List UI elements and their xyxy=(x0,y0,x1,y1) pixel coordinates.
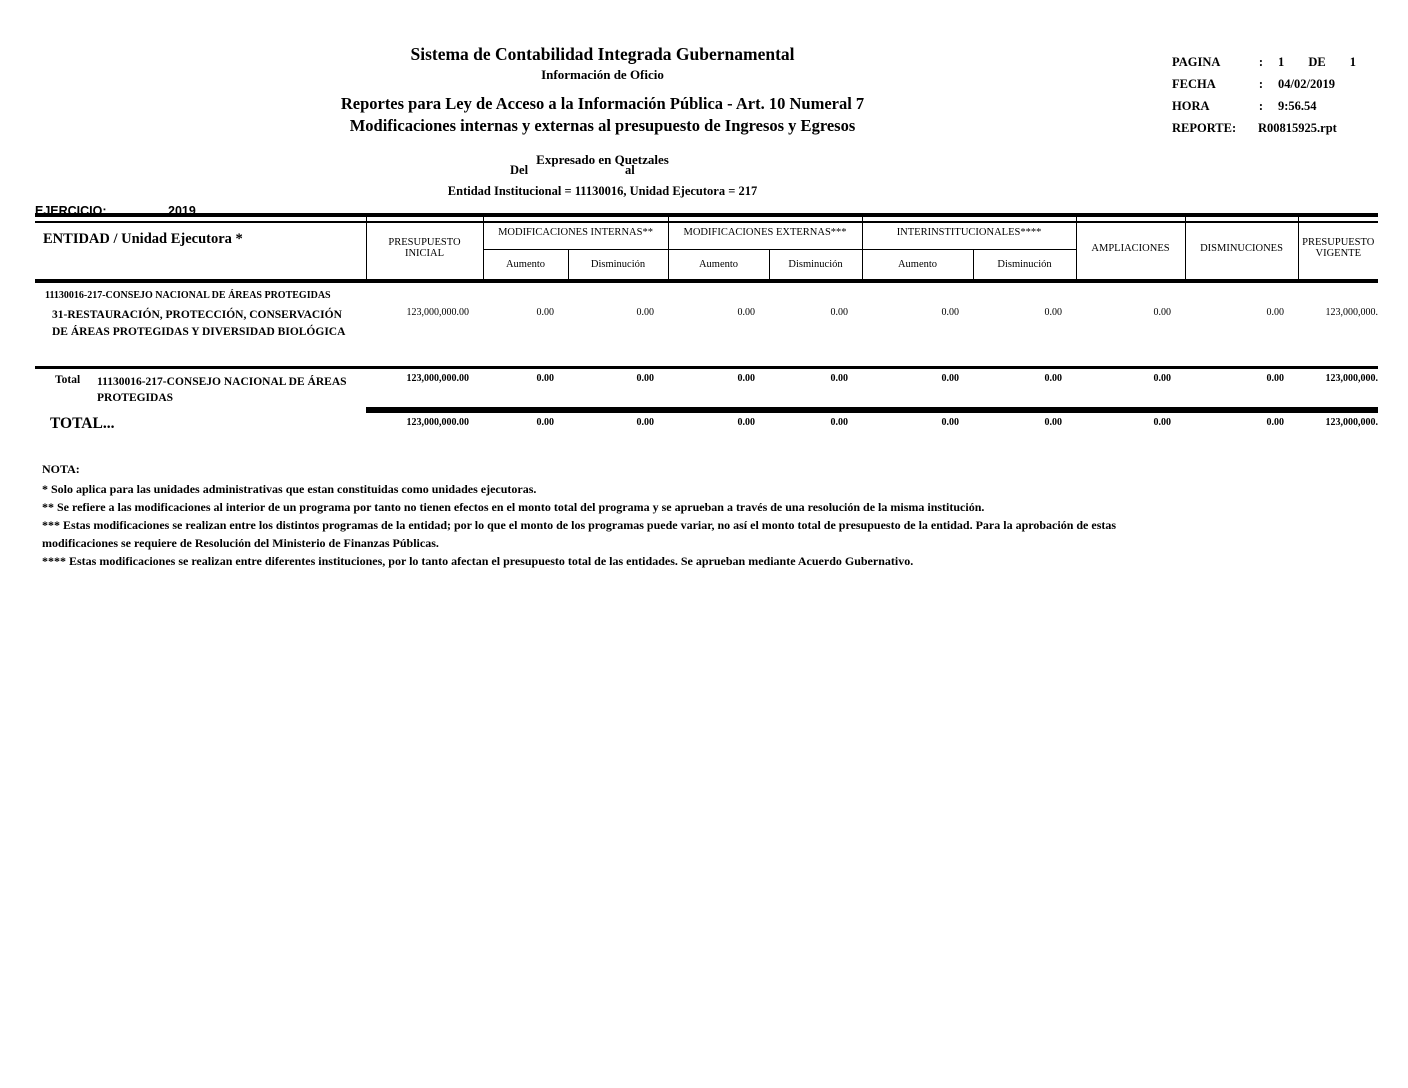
ejercicio-label: EJERCICIO: xyxy=(35,204,107,218)
cell-internas-disminucion: 0.00 xyxy=(636,307,655,318)
footnote-2: ** Se refiere a las modificaciones al interior de un programa por tanto no tienen efectos en el monto total del programa y se aprueban a través de una resolución de la misma institución. xyxy=(42,500,985,514)
entity-filter-line: Entidad Institucional = 11130016, Unidad Ejecutora = 217 xyxy=(447,184,758,198)
cell-presupuesto-inicial: 123,000,000.00 xyxy=(406,307,469,318)
grand-total-label: TOTAL... xyxy=(50,414,115,432)
report-name-line1: Reportes para Ley de Acceso a la Información Pública - Art. 10 Numeral 7 xyxy=(340,94,865,113)
fecha-label: FECHA xyxy=(1172,77,1216,91)
pagina-value: 1 xyxy=(1278,55,1285,69)
grand-internas-aumento: 0.00 xyxy=(536,416,554,428)
col-group-modificaciones-externas: MODIFICACIONES EXTERNAS*** xyxy=(668,215,862,249)
entity-group-header-row xyxy=(35,281,1378,303)
col-header-presupuesto-vigente: PRESUPUESTO VIGENTE xyxy=(1298,215,1378,281)
hora-value: 9:56.54 xyxy=(1278,99,1317,113)
col-header-internas-aumento: Aumento xyxy=(483,249,568,281)
cell-inter-disminucion: 0.00 xyxy=(1044,307,1063,318)
report-meta xyxy=(1172,55,1387,143)
page-title: Sistema de Contabilidad Integrada Gubernamental xyxy=(410,44,795,64)
cell-externas-aumento: 0.00 xyxy=(737,307,756,318)
table-row xyxy=(35,303,1378,367)
pagina-label: PAGINA xyxy=(1172,55,1221,69)
pagina-de-label: DE xyxy=(1308,55,1326,69)
total-presupuesto-vigente: 123,000,000. xyxy=(1298,367,1378,407)
col-group-modificaciones-internas: MODIFICACIONES INTERNAS** xyxy=(483,215,668,249)
fecha-colon: : xyxy=(1258,77,1264,91)
cell-disminuciones: 0.00 xyxy=(1266,307,1285,318)
col-header-disminuciones: DISMINUCIONES xyxy=(1185,215,1298,281)
meta-fecha-row xyxy=(1172,77,1387,92)
currency-note: Expresado en Quetzales xyxy=(536,152,669,167)
grand-presupuesto-vigente: 123,000,000. xyxy=(1325,416,1379,428)
page-subtitle: Información de Oficio xyxy=(541,67,664,82)
grand-presupuesto-inicial: 123,000,000.00 xyxy=(406,416,469,428)
col-header-internas-disminucion: Disminución xyxy=(568,249,668,281)
report-header xyxy=(35,44,1170,168)
cell-inter-aumento: 0.00 xyxy=(941,307,960,318)
meta-pagina-row xyxy=(1172,55,1387,70)
grand-externas-aumento: 0.00 xyxy=(737,416,756,428)
grand-inter-aumento: 0.00 xyxy=(941,416,960,428)
pagina-colon: : xyxy=(1258,55,1264,69)
total-disminuciones: 0.00 xyxy=(1185,367,1298,407)
total-externas-aumento: 0.00 xyxy=(668,367,769,407)
col-header-inter-disminucion: Disminución xyxy=(973,249,1076,281)
col-header-externas-aumento: Aumento xyxy=(668,249,769,281)
total-ampliaciones: 0.00 xyxy=(1076,367,1185,407)
entity-group-name: 11130016-217-CONSEJO NACIONAL DE ÁREAS PROTEGIDAS xyxy=(45,290,331,301)
total-inter-disminucion: 0.00 xyxy=(973,367,1076,407)
col-header-externas-disminucion: Disminución xyxy=(769,249,862,281)
entity-total-row xyxy=(35,367,1378,407)
footnote-1: * Solo aplica para las unidades administrativas que estan constituidas como unidades ejecutoras. xyxy=(42,482,537,496)
fecha-value: 04/02/2019 xyxy=(1278,77,1335,91)
pagina-total: 1 xyxy=(1349,55,1356,69)
cell-presupuesto-vigente: 123,000,000. xyxy=(1325,307,1379,318)
budget-modifications-table xyxy=(35,213,1378,441)
grand-total-row xyxy=(35,413,1378,441)
report-name-line2: Modificaciones internas y externas al presupuesto de Ingresos y Egresos xyxy=(349,116,856,135)
date-from-label: Del xyxy=(510,163,529,177)
cell-externas-disminucion: 0.00 xyxy=(830,307,849,318)
cell-internas-aumento: 0.00 xyxy=(536,307,554,318)
col-header-ampliaciones: AMPLIACIONES xyxy=(1076,215,1185,281)
total-label: Total xyxy=(55,373,81,386)
total-externas-disminucion: 0.00 xyxy=(769,367,862,407)
reporte-value: R00815925.rpt xyxy=(1258,121,1337,135)
footnotes xyxy=(42,460,1194,570)
col-group-interinstitucionales: INTERINSTITUCIONALES**** xyxy=(862,215,1076,249)
meta-hora-row xyxy=(1172,99,1387,114)
col-header-presupuesto-inicial: PRESUPUESTO INICIAL xyxy=(366,215,483,281)
ejercicio-value: 2019 xyxy=(168,204,196,218)
footnote-4: **** Estas modificaciones se realizan entre diferentes instituciones, por lo tanto afectan el presupuesto total de las entidades. Se aprueban mediante Acuerdo Gubernativo. xyxy=(42,554,914,568)
grand-inter-disminucion: 0.00 xyxy=(1044,416,1063,428)
footnote-3: *** Estas modificaciones se realizan entre los distintos programas de la entidad; por lo que el monto de los programas puede variar, no así el monto total de presupuesto de la entidad. Para la aprobación de estas modificaciones se requiere de Resolución del Ministerio de Finanzas Públicas. xyxy=(42,518,1117,550)
grand-externas-disminucion: 0.00 xyxy=(830,416,849,428)
grand-internas-disminucion: 0.00 xyxy=(636,416,655,428)
total-entity-name: 11130016-217-CONSEJO NACIONAL DE ÁREAS PROTEGIDAS xyxy=(97,375,347,405)
hora-label: HORA xyxy=(1172,99,1210,113)
date-to-label: al xyxy=(625,163,635,177)
total-presupuesto-inicial: 123,000,000.00 xyxy=(366,367,483,407)
footnotes-title: NOTA: xyxy=(42,462,80,476)
col-header-entity: ENTIDAD / Unidad Ejecutora * xyxy=(35,215,366,281)
total-inter-aumento: 0.00 xyxy=(862,367,973,407)
grand-disminuciones: 0.00 xyxy=(1266,416,1285,428)
reporte-label: REPORTE: xyxy=(1172,121,1237,135)
col-header-inter-aumento: Aumento xyxy=(862,249,973,281)
program-name: 31-RESTAURACIÓN, PROTECCIÓN, CONSERVACIÓN DE ÁREAS PROTEGIDAS Y DIVERSIDAD BIOLÓGICA xyxy=(52,309,346,338)
meta-reporte-row xyxy=(1172,121,1387,136)
cell-ampliaciones: 0.00 xyxy=(1153,307,1172,318)
hora-colon: : xyxy=(1258,99,1264,113)
total-internas-disminucion: 0.00 xyxy=(568,367,668,407)
total-internas-aumento: 0.00 xyxy=(483,367,568,407)
grand-ampliaciones: 0.00 xyxy=(1153,416,1172,428)
